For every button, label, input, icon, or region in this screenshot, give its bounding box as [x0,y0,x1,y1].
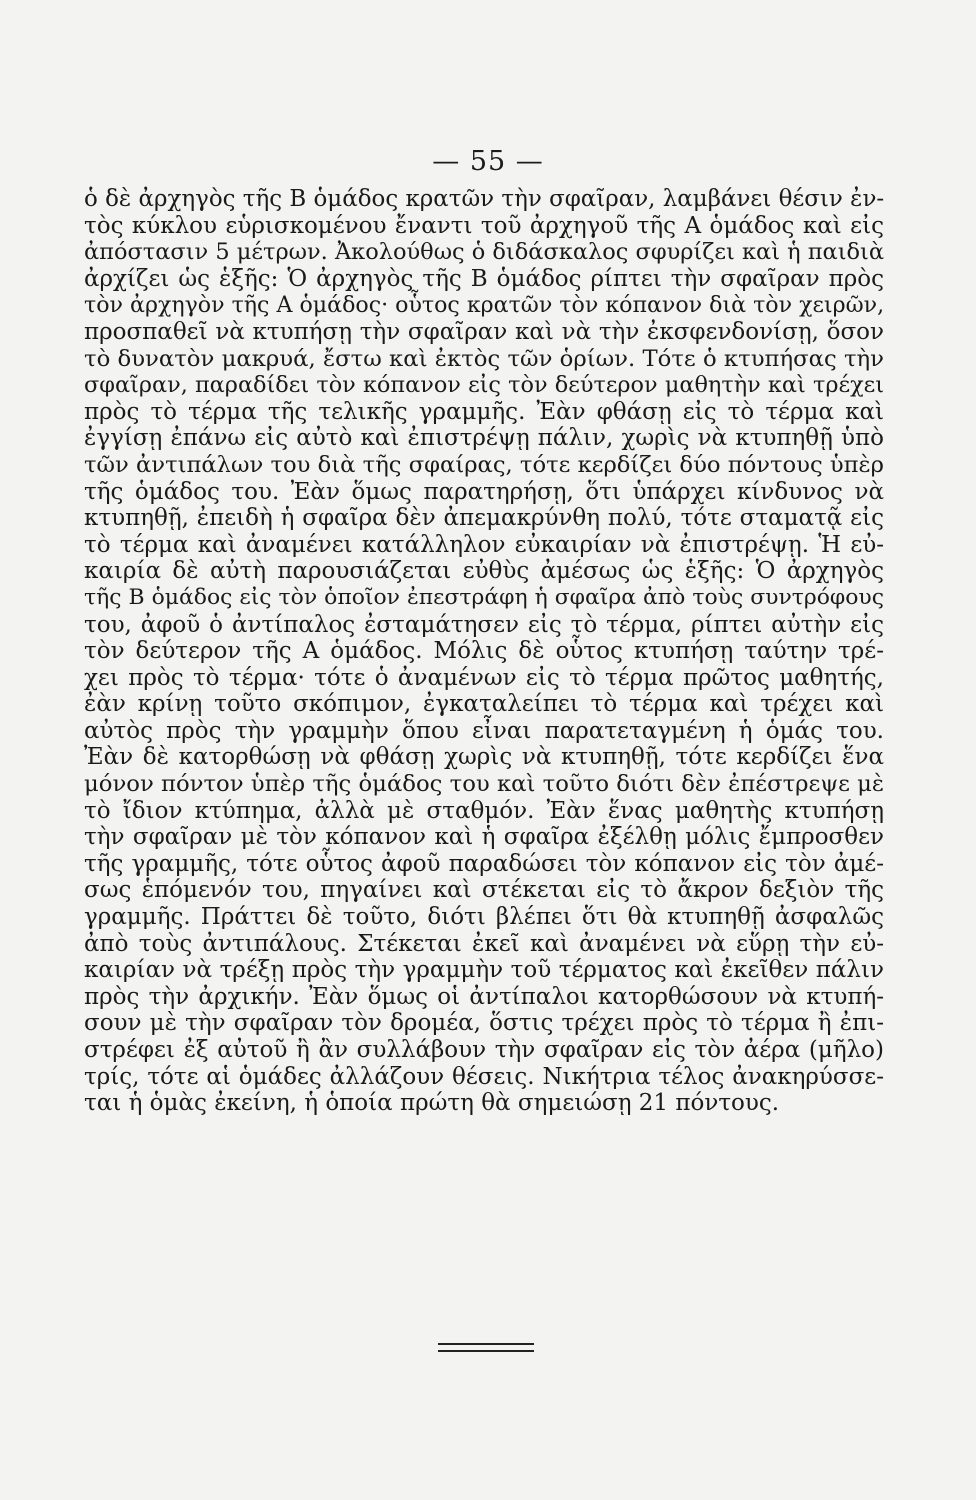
text-line: τῶν ἀντιπάλων του διὰ τῆς σφαίρας, τότε κερδίζει δύο πόντους ὑπὲρ [84,451,884,478]
text-line: του, ἀφοῦ ὁ ἀντίπαλος ἐσταμάτησεν εἰς τὸ τέρμα, ρίπτει αὐτὴν εἰς [84,611,884,638]
text-line: ἀπὸ τοὺς ἀντιπάλους. Στέκεται ἐκεῖ καὶ ἀναμένει νὰ εὕρῃ τὴν εὐ- [84,930,884,957]
text-line: τῆς γραμμῆς, τότε οὗτος ἀφοῦ παραδώσει τὸν κόπανον εἰς τὸν ἀμέ- [84,850,884,877]
text-line: τὸ ἴδιον κτύπημα, ἀλλὰ μὲ σταθμόν. Ἐὰν ἕνας μαθητὴς κτυπήσῃ [84,797,884,824]
text-line: πρὸς τὴν ἀρχικήν. Ἐὰν ὅμως οἱ ἀντίπαλοι κατορθώσουν νὰ κτυπή- [84,983,884,1010]
text-line: καιρία δὲ αὐτὴ παρουσιάζεται εὐθὺς ἀμέσως ὡς ἑξῆς: Ὁ ἀρχηγὸς [84,558,884,585]
text-line: ἀπόστασιν 5 μέτρων. Ἀκολούθως ὁ διδάσκαλος σφυρίζει καὶ ἡ παιδιὰ [84,239,885,266]
text-line: στρέφει ἐξ αὐτοῦ ἢ ἂν συλλάβουν τὴν σφαῖραν εἰς τὸν ἀέρα (μῆλο) [84,1037,884,1063]
text-line: τὴν σφαῖραν μὲ τὸν κόπανον καὶ ἡ σφαῖρα ἐξέλθῃ μόλις ἔμπροσθεν [84,824,884,851]
text-line: αὐτὸς πρὸς τὴν γραμμὴν ὅπου εἶναι παρατεταγμένη ἡ ὁμάς του. [84,717,884,744]
text-line: κτυπηθῇ, ἐπειδὴ ἡ σφαῖρα δὲν ἀπεμακρύνθη πολύ, τότε σταματᾷ εἰς [84,505,884,532]
text-line: τὸ τέρμα καὶ ἀναμένει κατάλληλον εὐκαιρίαν νὰ ἐπιστρέψῃ. Ἡ εὐ- [84,531,884,558]
text-line: προσπαθεῖ νὰ κτυπήσῃ τὴν σφαῖραν καὶ νὰ τὴν ἐκσφενδονίσῃ, ὅσον [84,318,884,345]
text-line: σφαῖραν, παραδίδει τὸν κόπανον εἰς τὸν δεύτερον μαθητὴν καὶ τρέχει [84,372,884,399]
text-line: τρίς, τότε αἱ ὁμάδες ἀλλάζουν θέσεις. Νικήτρια τέλος ἀνακηρύσσε- [84,1063,884,1090]
text-line: τὸ δυνατὸν μακρυά, ἔστω καὶ ἐκτὸς τῶν ὁρίων. Τότε ὁ κτυπήσας τὴν [84,345,884,372]
text-line: πρὸς τὸ τέρμα τῆς τελικῆς γραμμῆς. Ἐὰν φθάσῃ εἰς τὸ τέρμα καὶ [84,398,884,425]
text-line: τὸν ἀρχηγὸν τῆς Α ὁμάδος· οὗτος κρατῶν τὸν κόπανον διὰ τὸν χειρῶν, [84,292,885,319]
body-text [84,186,884,1117]
text-line: Ἐὰν δὲ κατορθώσῃ νὰ φθάσῃ χωρὶς νὰ κτυπηθῇ, τότε κερδίζει ἕνα [84,744,884,771]
text-line: σως ἑπόμενόν του, πηγαίνει καὶ στέκεται εἰς τὸ ἄκρον δεξιὸν τῆς [84,877,884,904]
end-rule-top [438,1343,534,1345]
text-line: τῆς Β ὁμάδος εἰς τὸν ὁποῖον ἐπεστράφη ἡ σφαῖρα ἀπὸ τοὺς συντρόφους [84,584,884,610]
text-line: μόνον πόντον ὑπὲρ τῆς ὁμάδος του καὶ τοῦτο διότι δὲν ἐπέστρεψε μὲ [84,771,885,798]
text-line: ἀρχίζει ὡς ἑξῆς: Ὁ ἀρχηγὸς τῆς Β ὁμάδος ρίπτει τὴν σφαῖραν πρὸς [84,265,884,292]
text-line: ὁ δὲ ἀρχηγὸς τῆς Β ὁμάδος κρατῶν τὴν σφαῖραν, λαμβάνει θέσιν ἐν- [84,186,885,212]
text-line: ται ἡ ὁμὰς ἐκείνη, ἡ ὁποία πρώτη θὰ σημειώσῃ 21 πόντους. [84,1090,780,1117]
text-line: ἐγγίσῃ ἐπάνω εἰς αὐτὸ καὶ ἐπιστρέψῃ πάλιν, χωρὶς νὰ κτυπηθῇ ὑπὸ [84,425,884,452]
text-line: τὸν δεύτερον τῆς Α ὁμάδος. Μόλις δὲ οὗτος κτυπήσῃ ταύτην τρέ- [84,638,884,665]
text-line: γραμμῆς. Πράττει δὲ τοῦτο, διότι βλέπει ὅτι θὰ κτυπηθῇ ἀσφαλῶς [84,904,884,931]
text-line: σουν μὲ τὴν σφαῖραν τὸν δρομέα, ὅστις τρέχει πρὸς τὸ τέρμα ἢ ἐπι- [84,1010,884,1037]
page-number: — 55 — [432,146,544,177]
text-line: ἐὰν κρίνῃ τοῦτο σκόπιμον, ἐγκαταλείπει τὸ τέρμα καὶ τρέχει καὶ [84,691,884,718]
end-rule-bottom [438,1350,534,1352]
text-line: τῆς ὁμάδος του. Ἐὰν ὅμως παρατηρήσῃ, ὅτι ὑπάρχει κίνδυνος νὰ [84,478,884,505]
text-line: καιρίαν νὰ τρέξῃ πρὸς τὴν γραμμὴν τοῦ τέρματος καὶ ἐκεῖθεν πάλιν [84,957,884,984]
text-line: τὸς κύκλου εὑρισκομένου ἔναντι τοῦ ἀρχηγοῦ τῆς Α ὁμάδος καὶ εἰς [84,212,884,239]
text-line: χει πρὸς τὸ τέρμα· τότε ὁ ἀναμένων εἰς τὸ τέρμα πρῶτος μαθητής, [84,664,884,691]
